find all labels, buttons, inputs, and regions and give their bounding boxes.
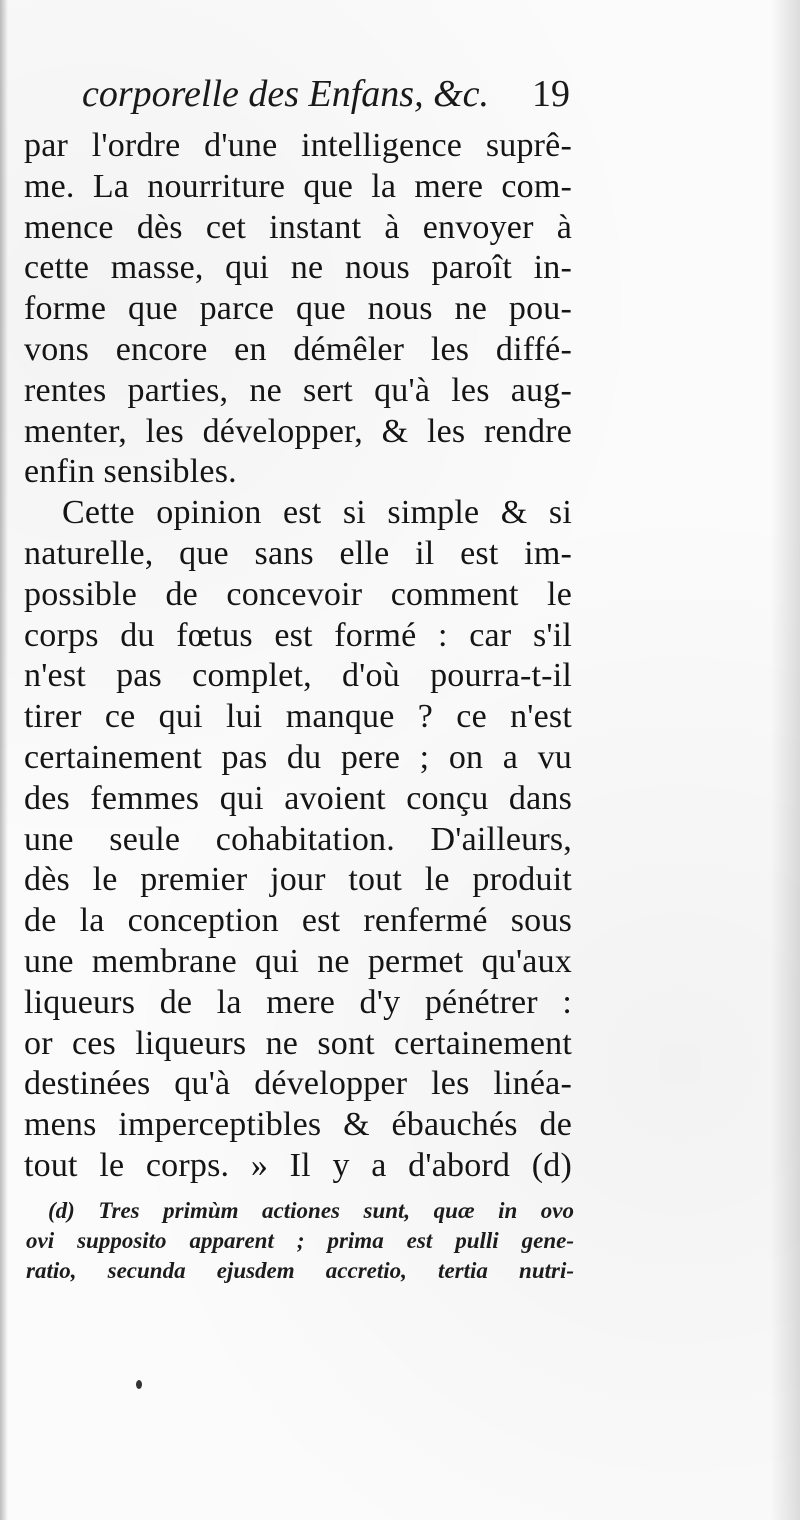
body-text [24,126,572,1187]
text-line: or ces liqueurs ne sont certainement [24,1024,572,1062]
text-line: me. La nourriture que la mere com- [24,167,572,205]
text-line: n'est pas complet, d'où pourra-t-il [24,657,572,695]
footnote-line: ratio, secunda ejusdem accretio, tertia nutri- [26,1258,574,1283]
text-line: rentes parties, ne sert qu'à les aug- [24,371,572,409]
paragraph-start-line: Cette opinion est si simple & si [62,494,572,532]
page-edge-shadow [770,0,800,1520]
text-line: certainement pas du pere ; on a vu [24,738,572,776]
text-line: possible de concevoir comment le [24,575,572,613]
text-line: dès le premier jour tout le produit [24,861,572,899]
page-header [82,68,572,120]
footnote-line: (d) Tres primùm actiones sunt, quæ in ovo [48,1198,574,1223]
text-line: naturelle, que sans elle il est im- [24,534,572,572]
text-line: mence dès cet instant à envoyer à [24,208,572,246]
text-line: destinées qu'à développer les linéa- [24,1065,572,1103]
text-line: de la conception est renfermé sous [24,902,572,940]
text-line: tirer ce qui lui manque ? ce n'est [24,698,572,736]
text-line: vons encore en démêler les diffé- [24,330,572,368]
text-line: menter, les développer, & les rendre [24,412,572,450]
text-line: par l'ordre d'une intelligence suprê- [24,127,572,164]
page-binding-shadow [0,0,8,1520]
text-line: des femmes qui avoient conçu dans [24,779,572,817]
text-line: une seule cohabitation. D'ailleurs, [24,820,572,858]
text-line: une membrane qui ne permet qu'aux [24,942,572,980]
text-line: forme que parce que nous ne pou- [24,290,572,328]
ink-speck [136,1380,142,1389]
paragraph-end-line: enfin sensibles. [24,453,237,491]
footnote-line: ovi supposito apparent ; prima est pulli gene- [26,1228,574,1253]
text-line: cette masse, qui ne nous paroît in- [24,249,572,287]
footnote [26,1196,574,1286]
text-line: corps du fœtus est formé : car s'il [24,616,572,654]
text-line: tout le corps. » Il y a d'abord (d) [24,1146,572,1184]
text-line: mens imperceptibles & ébauchés de [24,1106,572,1144]
running-title: corporelle des Enfans, &c. [82,73,490,115]
text-line: liqueurs de la mere d'y pénétrer : [24,983,572,1021]
page-number: 19 [532,73,570,115]
